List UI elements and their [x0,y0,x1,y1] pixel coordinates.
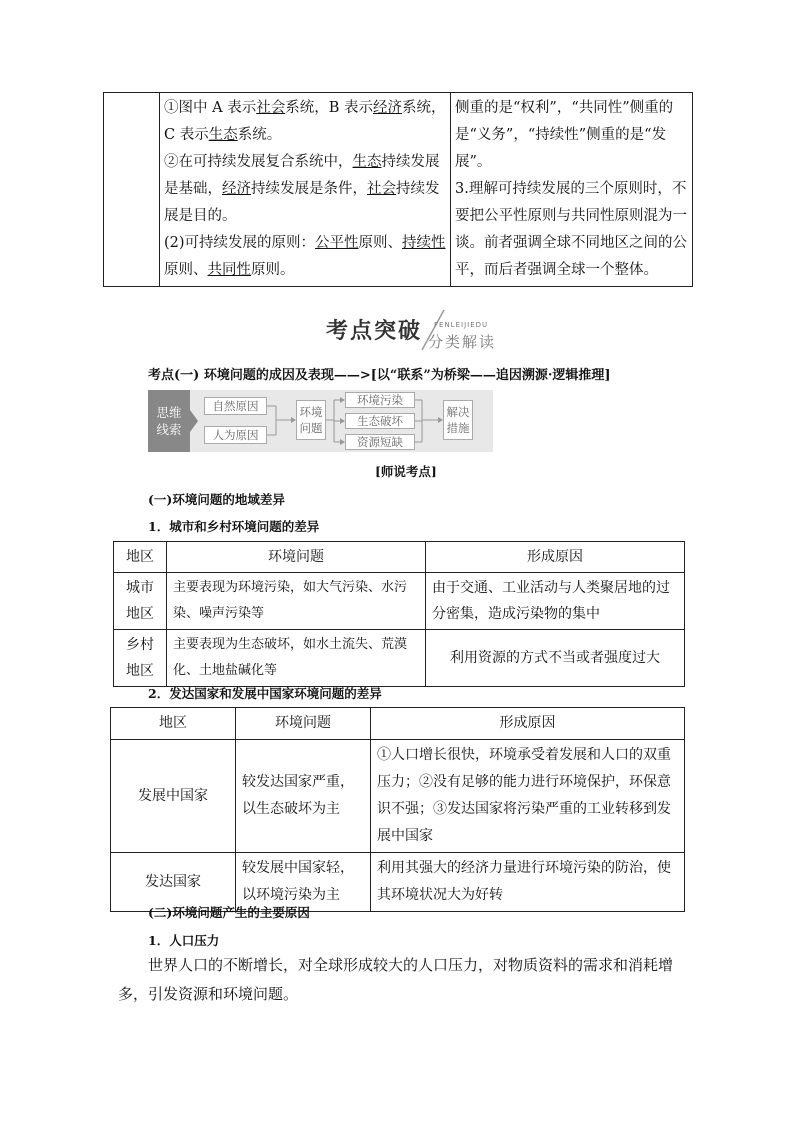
t3-region: 发达国家 [111,853,236,912]
kaodian-title: 考点(一) 环境问题的成因及表现——>[以“联系”为桥梁——追因溯源·逻辑推理] [148,368,611,383]
flow-cause-natural: 自然原因 [204,397,267,415]
flow-type-resource: 资源短缺 [345,434,415,450]
urban-rural-table [113,541,685,687]
top-table-left-cell: ①图中 A 表示社会系统，B 表示经济系统，C 表示生态系统。 ②在可持续发展复合系统中，生态持续发展是基础，经济持续发展是条件，社会持续发展是目的。 (2)可持续发展的原则：公平性原则、持续性原则、共同性原则。 [160,93,451,287]
right-note-2: 3.理解可持续发展的三个原则时，不要把公平性原则与共同性原则混为一谈。前者强调全球不同地区之间的公平，而后者强调全球一个整体。 [455,181,687,278]
section-heading-1: (一)环境问题的地域差异 [148,492,285,507]
table-row [114,573,685,630]
t3-header-region: 地区 [111,708,236,740]
developed-developing-table [110,707,685,912]
table-row [111,740,685,853]
banner-subtitle: 分类解读 [428,333,497,351]
t2-header-problem: 环境问题 [167,542,426,573]
top-table-empty-cell [104,93,160,287]
flow-type-pollution: 环境污染 [345,392,415,408]
right-note-1: 侧重的是“权利”，“共同性”侧重的是“义务”，“持续性”侧重的是“发展”。 [455,100,674,170]
flow-label: 思维 线索 [148,390,190,452]
flow-solution: 解决 措施 [443,400,473,440]
banner-english: FENLEIJIEDU [434,321,489,329]
subheading-2: 2．发达国家和发展中国家环境问题的差异 [148,686,382,701]
banner-title: 考点突破 [326,319,423,344]
teacher-label: [师说考点] [375,464,437,479]
t3-header-problem: 环境问题 [236,708,371,740]
subheading-3: 1．人口压力 [148,933,220,948]
t2-cause: 由于交通、工业活动与人类聚居地的过分密集，造成污染物的集中 [426,573,685,630]
paragraph: 世界人口的不断增长，对全球形成较大的人口压力，对物质资料的需求和消耗增多，引发资源和环境问题。 [118,956,674,1003]
t2-region: 城市 地区 [114,573,167,630]
section-heading-2: (二)环境问题产生的主要原因 [148,905,310,920]
flow-label-chevron [190,410,198,432]
top-table [103,92,693,287]
flow-cause-human: 人为原因 [204,426,267,444]
t3-problem: 较发达国家严重，以生态破坏为主 [236,740,371,853]
flow-type-eco: 生态破坏 [345,413,415,429]
t3-cause: ①人口增长很快，环境承受着发展和人口的双重压力；②没有足够的能力进行环境保护，环保意识不强；③发达国家将污染严重的工业转移到发展中国家 [371,740,685,853]
t2-header-cause: 形成原因 [426,542,685,573]
t3-header-cause: 形成原因 [371,708,685,740]
t3-cause: 利用其强大的经济力量进行环境污染的防治，使其环境状况大为好转 [371,853,685,912]
top-table-right-cell [451,93,693,287]
t2-problem: 主要表现为生态破坏，如水土流失、荒漠化、土地盐碱化等 [167,630,426,687]
t3-region: 发展中国家 [111,740,236,853]
t2-problem: 主要表现为环境污染，如大气污染、水污染、噪声污染等 [167,573,426,630]
t2-header-region: 地区 [114,542,167,573]
t3-problem: 较发展中国家轻，以环境污染为主 [236,853,371,912]
table-row [114,630,685,687]
t2-cause: 利用资源的方式不当或者强度过大 [426,630,685,687]
thinking-flow-diagram [148,390,493,452]
flow-problem: 环境 问题 [296,400,326,440]
t2-region: 乡村 地区 [114,630,167,687]
subheading-1: 1．城市和乡村环境问题的差异 [148,519,320,534]
